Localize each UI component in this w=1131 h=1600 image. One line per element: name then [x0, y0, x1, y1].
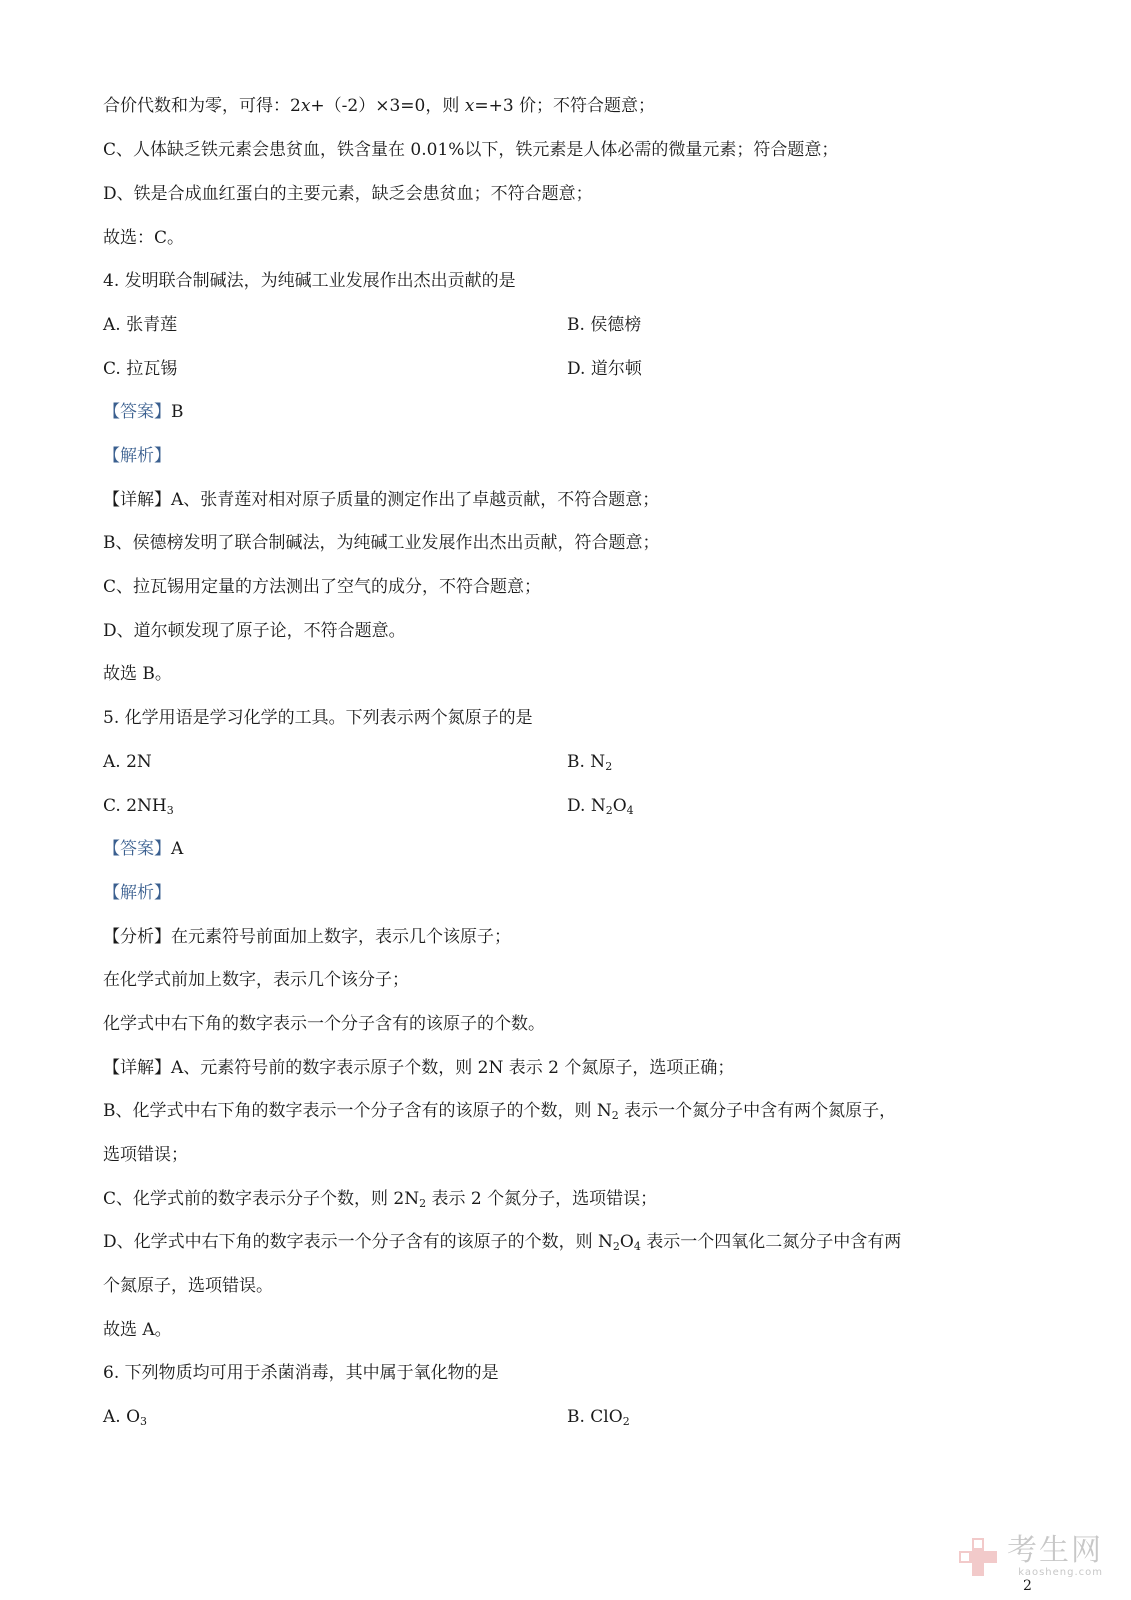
- text-line: 选项错误；: [103, 1145, 188, 1165]
- text-line: 故选：C。: [103, 228, 185, 248]
- text-line: C、化学式前的数字表示分子个数，则 $2N_2$ 表示 2 个氮分子，选项错误；: [103, 1189, 658, 1210]
- text-line: C、拉瓦锡用定量的方法测出了空气的成分，不符合题意；: [103, 577, 542, 597]
- analysis-line: 【分析】在元素符号前面加上数字，表示几个该原子；: [103, 927, 511, 947]
- option-d: D. $N_2O_4$: [567, 796, 634, 817]
- text-line: 化学式中右下角的数字表示一个分子含有的该原子的个数。: [103, 1014, 545, 1034]
- text-line: B、化学式中右下角的数字表示一个分子含有的该原子的个数，则 $N_2$ 表示一个氮分子中含有两个氮原子，: [103, 1101, 897, 1122]
- medical-cross-logo-icon: [957, 1536, 999, 1578]
- answer-value: A: [171, 839, 184, 859]
- text-line: B、侯德榜发明了联合制碱法，为纯碱工业发展作出杰出贡献，符合题意；: [103, 533, 660, 553]
- detail-line: 【详解】A、元素符号前的数字表示原子个数，则 2N 表示 2 个氮原子，选项正确；: [103, 1058, 735, 1078]
- text-line: D、道尔顿发现了原子论，不符合题意。: [103, 621, 406, 641]
- text-line: 个氮原子，选项错误。: [103, 1276, 273, 1296]
- answer-value: B: [171, 402, 184, 422]
- question-4: 4. 发明联合制碱法，为纯碱工业发展作出杰出贡献的是: [103, 271, 516, 291]
- analysis-sub-tag: 【分析】: [103, 927, 171, 947]
- option-b: B. 侯德榜: [567, 315, 642, 335]
- answer-line: [103, 401, 184, 423]
- text-line: D、化学式中右下角的数字表示一个分子含有的该原子的个数，则 $N_2O_4$ 表示一个四氧化二氮分子中含有两: [103, 1232, 902, 1253]
- option-a: A. 2N: [103, 752, 152, 772]
- text-line: 在化学式前加上数字，表示几个该分子；: [103, 970, 409, 990]
- watermark-url: kaosheng.com: [1018, 1567, 1103, 1578]
- answer-line: [103, 838, 183, 860]
- analysis-tag: 【解析】: [103, 446, 171, 466]
- text-line: D、铁是合成血红蛋白的主要元素，缺乏会患贫血；不符合题意；: [103, 184, 593, 204]
- option-c: C. 拉瓦锡: [103, 359, 178, 379]
- choice-line: 故选 A。: [103, 1320, 172, 1340]
- page-number: 2: [1023, 1578, 1032, 1594]
- question-6: 6. 下列物质均可用于杀菌消毒，其中属于氧化物的是: [103, 1363, 499, 1383]
- option-a: A. 张青莲: [103, 315, 178, 335]
- question-5: 5. 化学用语是学习化学的工具。下列表示两个氮原子的是: [103, 708, 533, 728]
- text-line: C、人体缺乏铁元素会患贫血，铁含量在 0.01%以下，铁元素是人体必需的微量元素；符合题意；: [103, 140, 839, 160]
- detail-line: 【详解】A、张青莲对相对原子质量的测定作出了卓越贡献，不符合题意；: [103, 490, 660, 510]
- option-b: B. ClO$_2$: [567, 1407, 630, 1428]
- analysis-tag: 【解析】: [103, 883, 171, 903]
- detail-tag: 【详解】: [103, 490, 171, 510]
- choice-line: 故选 B。: [103, 664, 172, 684]
- option-c: C. $2NH_3$: [103, 796, 174, 817]
- watermark: [957, 1535, 1103, 1579]
- text-line: 合价代数和为零，可得：2x+（-2）×3=0，则 x=+3 价；不符合题意；: [103, 96, 656, 116]
- option-d: D. 道尔顿: [567, 359, 642, 379]
- option-a: A. $O_3$: [103, 1407, 148, 1428]
- option-b: B. $N_2$: [567, 752, 613, 773]
- watermark-text: 考生网: [1007, 1533, 1103, 1568]
- answer-tag: 【答案】: [103, 402, 171, 422]
- detail-tag: 【详解】: [103, 1058, 171, 1078]
- answer-tag: 【答案】: [103, 839, 171, 859]
